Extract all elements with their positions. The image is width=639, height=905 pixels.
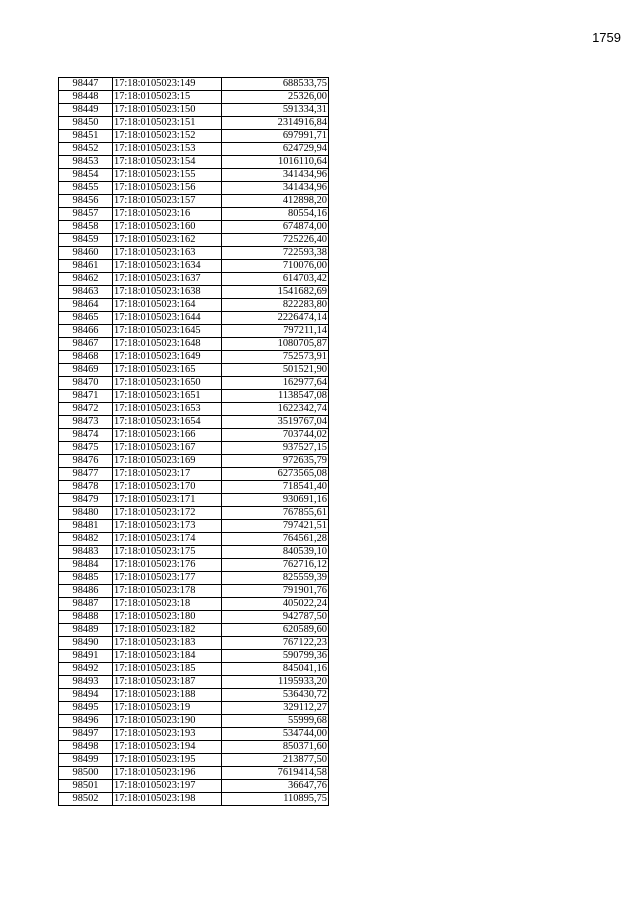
cadastral-code-cell: 17:18:0105023:197 — [113, 780, 222, 793]
table-row — [59, 559, 329, 572]
table-row — [59, 728, 329, 741]
value-cell: 797211,14 — [222, 325, 329, 338]
cadastral-code-cell: 17:18:0105023:19 — [113, 702, 222, 715]
table-row — [59, 715, 329, 728]
table-row — [59, 416, 329, 429]
value-cell: 718541,40 — [222, 481, 329, 494]
cadastral-code-cell: 17:18:0105023:167 — [113, 442, 222, 455]
row-number-cell: 98498 — [59, 741, 113, 754]
row-number-cell: 98474 — [59, 429, 113, 442]
value-cell: 3519767,04 — [222, 416, 329, 429]
row-number-cell: 98450 — [59, 117, 113, 130]
value-cell: 762716,12 — [222, 559, 329, 572]
value-cell: 1016110,64 — [222, 156, 329, 169]
cadastral-code-cell: 17:18:0105023:164 — [113, 299, 222, 312]
value-cell: 2314916,84 — [222, 117, 329, 130]
cadastral-code-cell: 17:18:0105023:1654 — [113, 416, 222, 429]
cadastral-code-cell: 17:18:0105023:166 — [113, 429, 222, 442]
row-number-cell: 98480 — [59, 507, 113, 520]
row-number-cell: 98448 — [59, 91, 113, 104]
value-cell: 55999,68 — [222, 715, 329, 728]
table-row — [59, 117, 329, 130]
value-cell: 942787,50 — [222, 611, 329, 624]
cadastral-code-cell: 17:18:0105023:163 — [113, 247, 222, 260]
cadastral-code-cell: 17:18:0105023:176 — [113, 559, 222, 572]
value-cell: 329112,27 — [222, 702, 329, 715]
value-cell: 7619414,58 — [222, 767, 329, 780]
row-number-cell: 98458 — [59, 221, 113, 234]
row-number-cell: 98476 — [59, 455, 113, 468]
value-cell: 110895,75 — [222, 793, 329, 806]
table-row — [59, 364, 329, 377]
value-cell: 767122,23 — [222, 637, 329, 650]
value-cell: 536430,72 — [222, 689, 329, 702]
table-row — [59, 468, 329, 481]
cadastral-code-cell: 17:18:0105023:187 — [113, 676, 222, 689]
row-number-cell: 98451 — [59, 130, 113, 143]
value-cell: 590799,36 — [222, 650, 329, 663]
value-cell: 341434,96 — [222, 182, 329, 195]
value-cell: 36647,76 — [222, 780, 329, 793]
cadastral-code-cell: 17:18:0105023:174 — [113, 533, 222, 546]
cadastral-code-cell: 17:18:0105023:169 — [113, 455, 222, 468]
row-number-cell: 98490 — [59, 637, 113, 650]
cadastral-code-cell: 17:18:0105023:1644 — [113, 312, 222, 325]
data-table — [58, 77, 329, 806]
row-number-cell: 98489 — [59, 624, 113, 637]
row-number-cell: 98477 — [59, 468, 113, 481]
row-number-cell: 98496 — [59, 715, 113, 728]
row-number-cell: 98478 — [59, 481, 113, 494]
table-row — [59, 234, 329, 247]
row-number-cell: 98491 — [59, 650, 113, 663]
value-cell: 937527,15 — [222, 442, 329, 455]
row-number-cell: 98500 — [59, 767, 113, 780]
row-number-cell: 98492 — [59, 663, 113, 676]
cadastral-code-cell: 17:18:0105023:170 — [113, 481, 222, 494]
value-cell: 674874,00 — [222, 221, 329, 234]
row-number-cell: 98499 — [59, 754, 113, 767]
table-row — [59, 494, 329, 507]
value-cell: 80554,16 — [222, 208, 329, 221]
row-number-cell: 98488 — [59, 611, 113, 624]
cadastral-code-cell: 17:18:0105023:1634 — [113, 260, 222, 273]
row-number-cell: 98482 — [59, 533, 113, 546]
value-cell: 752573,91 — [222, 351, 329, 364]
row-number-cell: 98460 — [59, 247, 113, 260]
value-cell: 341434,96 — [222, 169, 329, 182]
table-row — [59, 546, 329, 559]
table-row — [59, 338, 329, 351]
cadastral-code-cell: 17:18:0105023:1637 — [113, 273, 222, 286]
cadastral-code-cell: 17:18:0105023:172 — [113, 507, 222, 520]
cadastral-code-cell: 17:18:0105023:154 — [113, 156, 222, 169]
cadastral-code-cell: 17:18:0105023:185 — [113, 663, 222, 676]
table-row — [59, 507, 329, 520]
cadastral-code-cell: 17:18:0105023:162 — [113, 234, 222, 247]
value-cell: 1195933,20 — [222, 676, 329, 689]
table-row — [59, 780, 329, 793]
cadastral-code-cell: 17:18:0105023:198 — [113, 793, 222, 806]
row-number-cell: 98502 — [59, 793, 113, 806]
row-number-cell: 98497 — [59, 728, 113, 741]
table-row — [59, 676, 329, 689]
page-number: 1759 — [592, 30, 621, 45]
cadastral-code-cell: 17:18:0105023:188 — [113, 689, 222, 702]
value-cell: 972635,79 — [222, 455, 329, 468]
value-cell: 703744,02 — [222, 429, 329, 442]
cadastral-code-cell: 17:18:0105023:178 — [113, 585, 222, 598]
table-row — [59, 91, 329, 104]
table-row — [59, 572, 329, 585]
row-number-cell: 98453 — [59, 156, 113, 169]
value-cell: 412898,20 — [222, 195, 329, 208]
table-row — [59, 156, 329, 169]
table-row — [59, 741, 329, 754]
table-row — [59, 455, 329, 468]
value-cell: 688533,75 — [222, 78, 329, 91]
value-cell: 534744,00 — [222, 728, 329, 741]
table-row — [59, 663, 329, 676]
row-number-cell: 98452 — [59, 143, 113, 156]
row-number-cell: 98473 — [59, 416, 113, 429]
table-row — [59, 208, 329, 221]
table-row — [59, 611, 329, 624]
value-cell: 767855,61 — [222, 507, 329, 520]
cadastral-code-cell: 17:18:0105023:152 — [113, 130, 222, 143]
value-cell: 620589,60 — [222, 624, 329, 637]
cadastral-code-cell: 17:18:0105023:190 — [113, 715, 222, 728]
value-cell: 845041,16 — [222, 663, 329, 676]
cadastral-code-cell: 17:18:0105023:155 — [113, 169, 222, 182]
table-row — [59, 143, 329, 156]
row-number-cell: 98495 — [59, 702, 113, 715]
value-cell: 850371,60 — [222, 741, 329, 754]
value-cell: 825559,39 — [222, 572, 329, 585]
table-row — [59, 481, 329, 494]
row-number-cell: 98459 — [59, 234, 113, 247]
table-row — [59, 351, 329, 364]
value-cell: 1541682,69 — [222, 286, 329, 299]
row-number-cell: 98483 — [59, 546, 113, 559]
table-row — [59, 273, 329, 286]
table-row — [59, 130, 329, 143]
row-number-cell: 98462 — [59, 273, 113, 286]
cadastral-code-cell: 17:18:0105023:160 — [113, 221, 222, 234]
row-number-cell: 98470 — [59, 377, 113, 390]
value-cell: 25326,00 — [222, 91, 329, 104]
cadastral-code-cell: 17:18:0105023:175 — [113, 546, 222, 559]
cadastral-code-cell: 17:18:0105023:177 — [113, 572, 222, 585]
table-row — [59, 754, 329, 767]
cadastral-code-cell: 17:18:0105023:151 — [113, 117, 222, 130]
value-cell: 1622342,74 — [222, 403, 329, 416]
row-number-cell: 98501 — [59, 780, 113, 793]
value-cell: 791901,76 — [222, 585, 329, 598]
row-number-cell: 98461 — [59, 260, 113, 273]
value-cell: 614703,42 — [222, 273, 329, 286]
value-cell: 591334,31 — [222, 104, 329, 117]
table-row — [59, 598, 329, 611]
value-cell: 162977,64 — [222, 377, 329, 390]
cadastral-code-cell: 17:18:0105023:180 — [113, 611, 222, 624]
value-cell: 501521,90 — [222, 364, 329, 377]
cadastral-code-cell: 17:18:0105023:1653 — [113, 403, 222, 416]
row-number-cell: 98468 — [59, 351, 113, 364]
value-cell: 405022,24 — [222, 598, 329, 611]
value-cell: 2226474,14 — [222, 312, 329, 325]
cadastral-code-cell: 17:18:0105023:184 — [113, 650, 222, 663]
row-number-cell: 98486 — [59, 585, 113, 598]
row-number-cell: 98475 — [59, 442, 113, 455]
value-cell: 624729,94 — [222, 143, 329, 156]
row-number-cell: 98464 — [59, 299, 113, 312]
value-cell: 725226,40 — [222, 234, 329, 247]
value-cell: 822283,80 — [222, 299, 329, 312]
table-row — [59, 533, 329, 546]
table-body — [59, 78, 329, 806]
row-number-cell: 98493 — [59, 676, 113, 689]
row-number-cell: 98487 — [59, 598, 113, 611]
row-number-cell: 98455 — [59, 182, 113, 195]
table-row — [59, 299, 329, 312]
table-row — [59, 429, 329, 442]
row-number-cell: 98479 — [59, 494, 113, 507]
cadastral-code-cell: 17:18:0105023:1638 — [113, 286, 222, 299]
value-cell: 722593,38 — [222, 247, 329, 260]
row-number-cell: 98447 — [59, 78, 113, 91]
row-number-cell: 98494 — [59, 689, 113, 702]
row-number-cell: 98463 — [59, 286, 113, 299]
table-row — [59, 650, 329, 663]
cadastral-code-cell: 17:18:0105023:17 — [113, 468, 222, 481]
value-cell: 1138547,08 — [222, 390, 329, 403]
value-cell: 6273565,08 — [222, 468, 329, 481]
table-row — [59, 325, 329, 338]
table-row — [59, 221, 329, 234]
table-row — [59, 637, 329, 650]
cadastral-code-cell: 17:18:0105023:18 — [113, 598, 222, 611]
cadastral-code-cell: 17:18:0105023:1651 — [113, 390, 222, 403]
row-number-cell: 98469 — [59, 364, 113, 377]
value-cell: 764561,28 — [222, 533, 329, 546]
cadastral-code-cell: 17:18:0105023:1648 — [113, 338, 222, 351]
table-row — [59, 286, 329, 299]
table-row — [59, 689, 329, 702]
row-number-cell: 98465 — [59, 312, 113, 325]
cadastral-code-cell: 17:18:0105023:157 — [113, 195, 222, 208]
table-row — [59, 169, 329, 182]
value-cell: 213877,50 — [222, 754, 329, 767]
table-row — [59, 702, 329, 715]
cadastral-code-cell: 17:18:0105023:165 — [113, 364, 222, 377]
row-number-cell: 98485 — [59, 572, 113, 585]
row-number-cell: 98484 — [59, 559, 113, 572]
table-row — [59, 247, 329, 260]
row-number-cell: 98471 — [59, 390, 113, 403]
row-number-cell: 98456 — [59, 195, 113, 208]
value-cell: 797421,51 — [222, 520, 329, 533]
table-row — [59, 312, 329, 325]
cadastral-code-cell: 17:18:0105023:173 — [113, 520, 222, 533]
cadastral-code-cell: 17:18:0105023:149 — [113, 78, 222, 91]
cadastral-code-cell: 17:18:0105023:183 — [113, 637, 222, 650]
value-cell: 840539,10 — [222, 546, 329, 559]
cadastral-code-cell: 17:18:0105023:193 — [113, 728, 222, 741]
cadastral-code-cell: 17:18:0105023:1645 — [113, 325, 222, 338]
value-cell: 710076,00 — [222, 260, 329, 273]
table-row — [59, 585, 329, 598]
cadastral-code-cell: 17:18:0105023:182 — [113, 624, 222, 637]
row-number-cell: 98481 — [59, 520, 113, 533]
table-row — [59, 624, 329, 637]
table-row — [59, 793, 329, 806]
cadastral-code-cell: 17:18:0105023:171 — [113, 494, 222, 507]
cadastral-code-cell: 17:18:0105023:1649 — [113, 351, 222, 364]
cadastral-code-cell: 17:18:0105023:156 — [113, 182, 222, 195]
cadastral-code-cell: 17:18:0105023:150 — [113, 104, 222, 117]
table-row — [59, 104, 329, 117]
table-row — [59, 377, 329, 390]
cadastral-code-cell: 17:18:0105023:194 — [113, 741, 222, 754]
table-row — [59, 195, 329, 208]
table-row — [59, 390, 329, 403]
table-row — [59, 403, 329, 416]
value-cell: 930691,16 — [222, 494, 329, 507]
cadastral-code-cell: 17:18:0105023:1650 — [113, 377, 222, 390]
row-number-cell: 98457 — [59, 208, 113, 221]
row-number-cell: 98449 — [59, 104, 113, 117]
cadastral-code-cell: 17:18:0105023:16 — [113, 208, 222, 221]
row-number-cell: 98466 — [59, 325, 113, 338]
cadastral-code-cell: 17:18:0105023:15 — [113, 91, 222, 104]
table-row — [59, 78, 329, 91]
table-row — [59, 442, 329, 455]
table-row — [59, 182, 329, 195]
value-cell: 1080705,87 — [222, 338, 329, 351]
row-number-cell: 98472 — [59, 403, 113, 416]
table-row — [59, 260, 329, 273]
value-cell: 697991,71 — [222, 130, 329, 143]
row-number-cell: 98454 — [59, 169, 113, 182]
table-row — [59, 520, 329, 533]
row-number-cell: 98467 — [59, 338, 113, 351]
cadastral-code-cell: 17:18:0105023:195 — [113, 754, 222, 767]
table-row — [59, 767, 329, 780]
cadastral-code-cell: 17:18:0105023:153 — [113, 143, 222, 156]
cadastral-code-cell: 17:18:0105023:196 — [113, 767, 222, 780]
